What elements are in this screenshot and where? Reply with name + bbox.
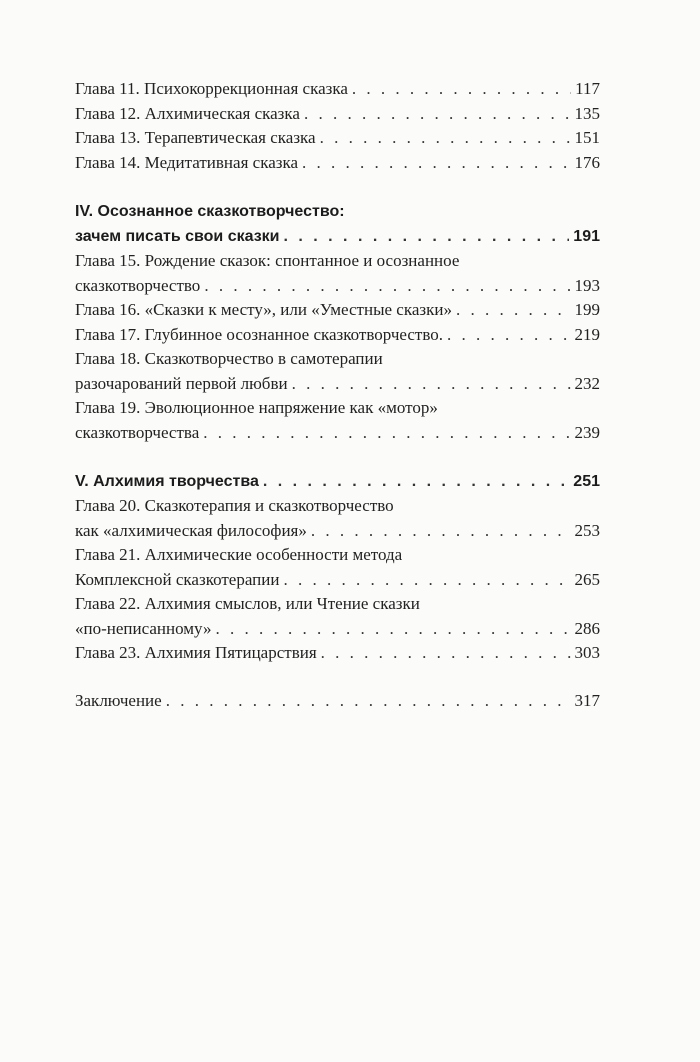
toc-entry-title-line2: разочарований первой любви	[75, 373, 288, 393]
toc-page-number: 117	[575, 79, 600, 98]
toc-entry-title-line1: Глава 19. Эволюционное напряжение как «мотор»	[75, 398, 438, 417]
toc-page-number: 239	[574, 422, 600, 442]
dot-leader	[302, 151, 570, 176]
table-of-contents	[75, 77, 600, 713]
toc-page-number: 135	[574, 103, 600, 123]
toc-page-number: 232	[574, 373, 600, 393]
toc-entry-chapter-19[interactable]	[75, 396, 600, 445]
dot-leader	[203, 421, 570, 446]
toc-page-number: 303	[574, 643, 600, 662]
dot-leader	[263, 469, 569, 494]
toc-entry-chapter-18[interactable]	[75, 347, 600, 396]
toc-entry-chapter-13[interactable]	[75, 126, 600, 151]
toc-part-title-line2: зачем писать свои сказки	[75, 228, 280, 245]
toc-entry-title-line2: «по-неписанному»	[75, 618, 212, 638]
toc-entry-chapter-20[interactable]	[75, 494, 600, 543]
dot-leader	[321, 641, 571, 666]
dot-leader	[292, 372, 571, 397]
toc-entry-title-line2: как «алхимическая философия»	[75, 520, 307, 540]
dot-leader	[283, 224, 569, 249]
toc-part-title-line1: IV. Осознанное сказкотворчество:	[75, 203, 345, 220]
toc-entry-chapter-17[interactable]	[75, 323, 600, 348]
toc-entry-chapter-21[interactable]	[75, 543, 600, 592]
dot-leader	[352, 77, 571, 102]
toc-page-number: 317	[574, 690, 600, 710]
toc-entry-title: Глава 14. Медитативная сказка	[75, 152, 299, 172]
toc-part-4[interactable]	[75, 199, 600, 249]
toc-entry-chapter-23[interactable]	[75, 641, 600, 666]
toc-page-number: 251	[573, 473, 600, 490]
toc-entry-chapter-12[interactable]	[75, 102, 600, 127]
dot-leader	[204, 274, 570, 299]
toc-entry-title-line1: Глава 20. Сказкотерапия и сказкотворчество	[75, 496, 394, 515]
toc-part-title: V. Алхимия творчества	[75, 473, 259, 490]
toc-entry-title: Глава 13. Терапевтическая сказка	[75, 128, 316, 147]
toc-page-number: 286	[574, 618, 600, 638]
dot-leader	[456, 298, 571, 323]
toc-page-number: 193	[574, 275, 600, 295]
toc-entry-title: Глава 12. Алхимическая сказка	[75, 103, 300, 123]
toc-part-5[interactable]	[75, 469, 600, 494]
toc-page-number: 265	[574, 569, 600, 589]
toc-entry-title: Глава 16. «Сказки к месту», или «Уместные сказки»	[75, 300, 452, 319]
toc-entry-title-line1: Глава 21. Алхимические особенности метода	[75, 545, 403, 564]
toc-entry-chapter-11[interactable]	[75, 77, 600, 102]
toc-page-number: 199	[574, 300, 600, 319]
toc-entry-title: Глава 23. Алхимия Пятицарствия	[75, 643, 317, 662]
toc-entry-title-line2: сказкотворчества	[75, 422, 200, 442]
toc-entry-chapter-14[interactable]	[75, 151, 600, 176]
dot-leader	[447, 323, 570, 348]
toc-page-number: 191	[573, 228, 600, 245]
toc-entry-chapter-15[interactable]	[75, 249, 600, 298]
dot-leader	[304, 102, 571, 127]
dot-leader	[215, 617, 570, 642]
toc-entry-conclusion[interactable]	[75, 689, 600, 714]
toc-entry-title-line1: Глава 18. Сказкотворчество в самотерапии	[75, 349, 383, 368]
section-spacer	[75, 666, 600, 689]
toc-entry-title-line2: сказкотворчество	[75, 275, 201, 295]
dot-leader	[320, 126, 571, 151]
toc-entry-chapter-22[interactable]	[75, 592, 600, 641]
dot-leader	[311, 519, 571, 544]
toc-page-number: 219	[574, 324, 600, 344]
toc-page-number: 151	[574, 128, 600, 147]
toc-entry-title-line2: Комплексной сказкотерапии	[75, 569, 280, 589]
toc-entry-title-line1: Глава 15. Рождение сказок: спонтанное и осознанное	[75, 251, 460, 270]
toc-page-number: 176	[574, 152, 600, 172]
toc-entry-chapter-16[interactable]	[75, 298, 600, 323]
toc-entry-title: Заключение	[75, 690, 162, 710]
toc-entry-title: Глава 11. Психокоррекционная сказка	[75, 79, 348, 98]
toc-page-number: 253	[574, 520, 600, 540]
dot-leader	[283, 568, 570, 593]
toc-entry-title: Глава 17. Глубинное осознанное сказкотворчество.	[75, 324, 444, 344]
dot-leader	[166, 689, 571, 714]
toc-entry-title-line1: Глава 22. Алхимия смыслов, или Чтение сказки	[75, 594, 420, 613]
